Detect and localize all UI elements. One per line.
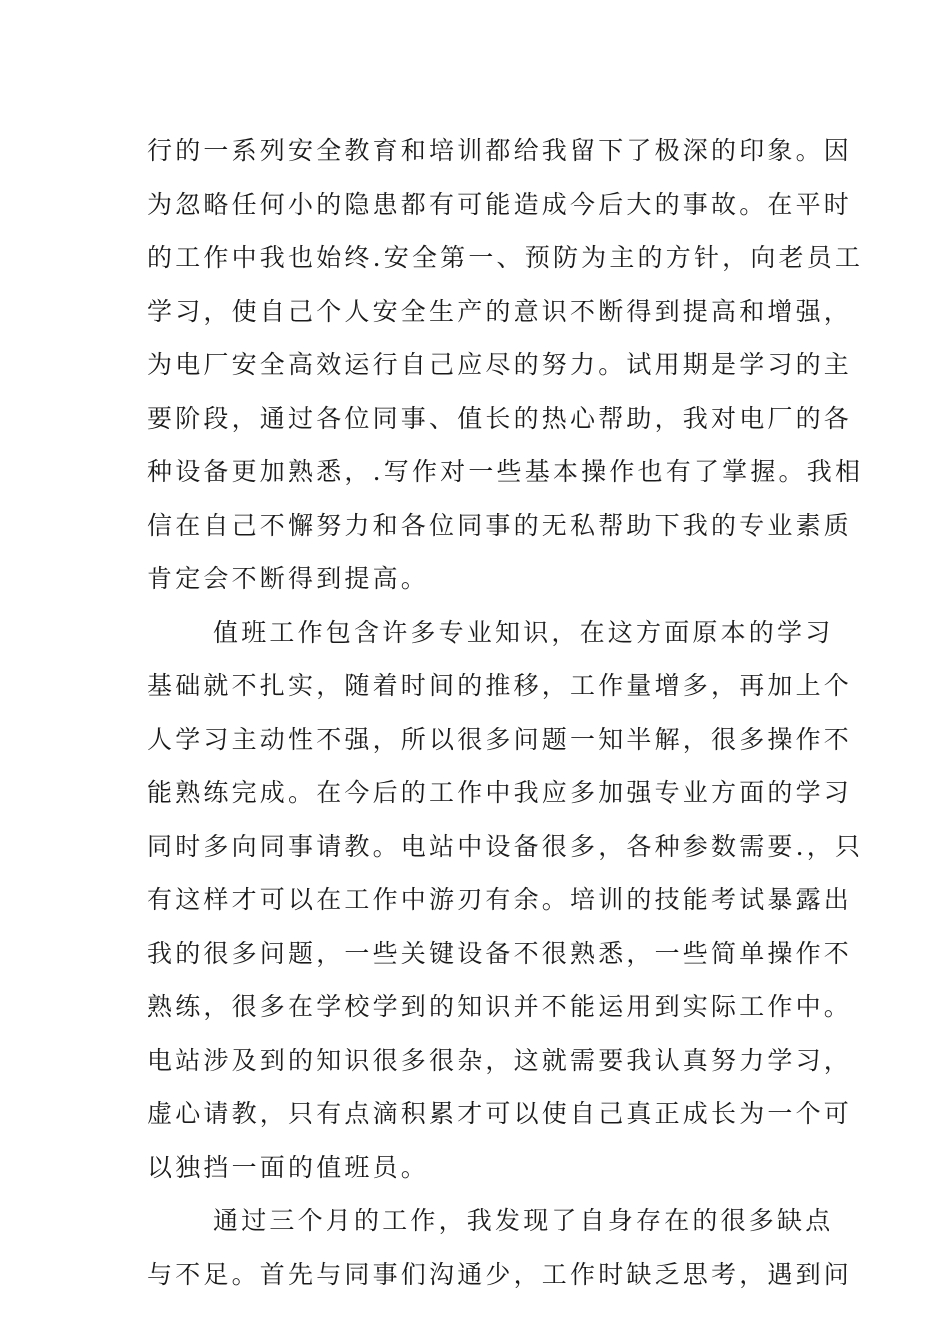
text-line: 通过三个月的工作，我发现了自身存在的很多缺点: [213, 1206, 834, 1235]
paragraph-1: [147, 124, 864, 606]
text-line: 熟练，很多在学校学到的知识并不能运用到实际工作中。: [147, 992, 853, 1021]
text-line: 行的一系列安全教育和培训都给我留下了极深的印象。因: [147, 136, 853, 165]
text-line: 有这样才可以在工作中游刃有余。培训的技能考试暴露出: [147, 885, 853, 914]
text-line: 能熟练完成。在今后的工作中我应多加强专业方面的学习: [147, 778, 853, 807]
text-line: 以独挡一面的值班员。: [147, 1152, 430, 1182]
text-line: 学习，使自己个人安全生产的意识不断得到提高和增强，: [147, 296, 853, 326]
text-line: 为忽略任何小的隐患都有可能造成今后大的事故。在平时: [147, 189, 853, 219]
text-line: 虚心请教，只有点滴积累才可以使自己真正成长为一个可: [147, 1099, 853, 1128]
text-line: 信在自己不懈努力和各位同事的无私帮助下我的专业素质: [147, 510, 853, 540]
paragraph-3: [147, 1194, 853, 1301]
text-line: 与不足。首先与同事们沟通少，工作时缺乏思考，遇到问: [147, 1259, 853, 1289]
text-line: 人学习主动性不强，所以很多问题一知半解，很多操作不: [147, 724, 853, 754]
text-line: 的工作中我也始终.安全第一、预防为主的方针，向老员工: [147, 243, 864, 272]
paragraph-2: [147, 606, 864, 1195]
text-line: 我的很多问题，一些关键设备不很熟悉，一些简单操作不: [147, 938, 853, 968]
text-line: 基础就不扎实，随着时间的推移，工作量增多，再加上个: [147, 671, 853, 700]
text-line: 种设备更加熟悉，.写作对一些基本操作也有了掌握。我相: [147, 457, 864, 486]
text-line: 同时多向同事请教。电站中设备很多，各种参数需要.，只: [147, 831, 864, 861]
text-line: 值班工作包含许多专业知识，在这方面原本的学习: [213, 617, 834, 647]
text-line: 为电厂安全高效运行自己应尽的努力。试用期是学习的主: [147, 350, 853, 379]
document-body: [147, 124, 864, 1301]
text-line: 要阶段，通过各位同事、值长的热心帮助，我对电厂的各: [147, 403, 853, 433]
text-line: 肯定会不断得到提高。: [147, 564, 430, 593]
text-line: 电站涉及到的知识很多很杂，这就需要我认真努力学习，: [147, 1045, 853, 1075]
